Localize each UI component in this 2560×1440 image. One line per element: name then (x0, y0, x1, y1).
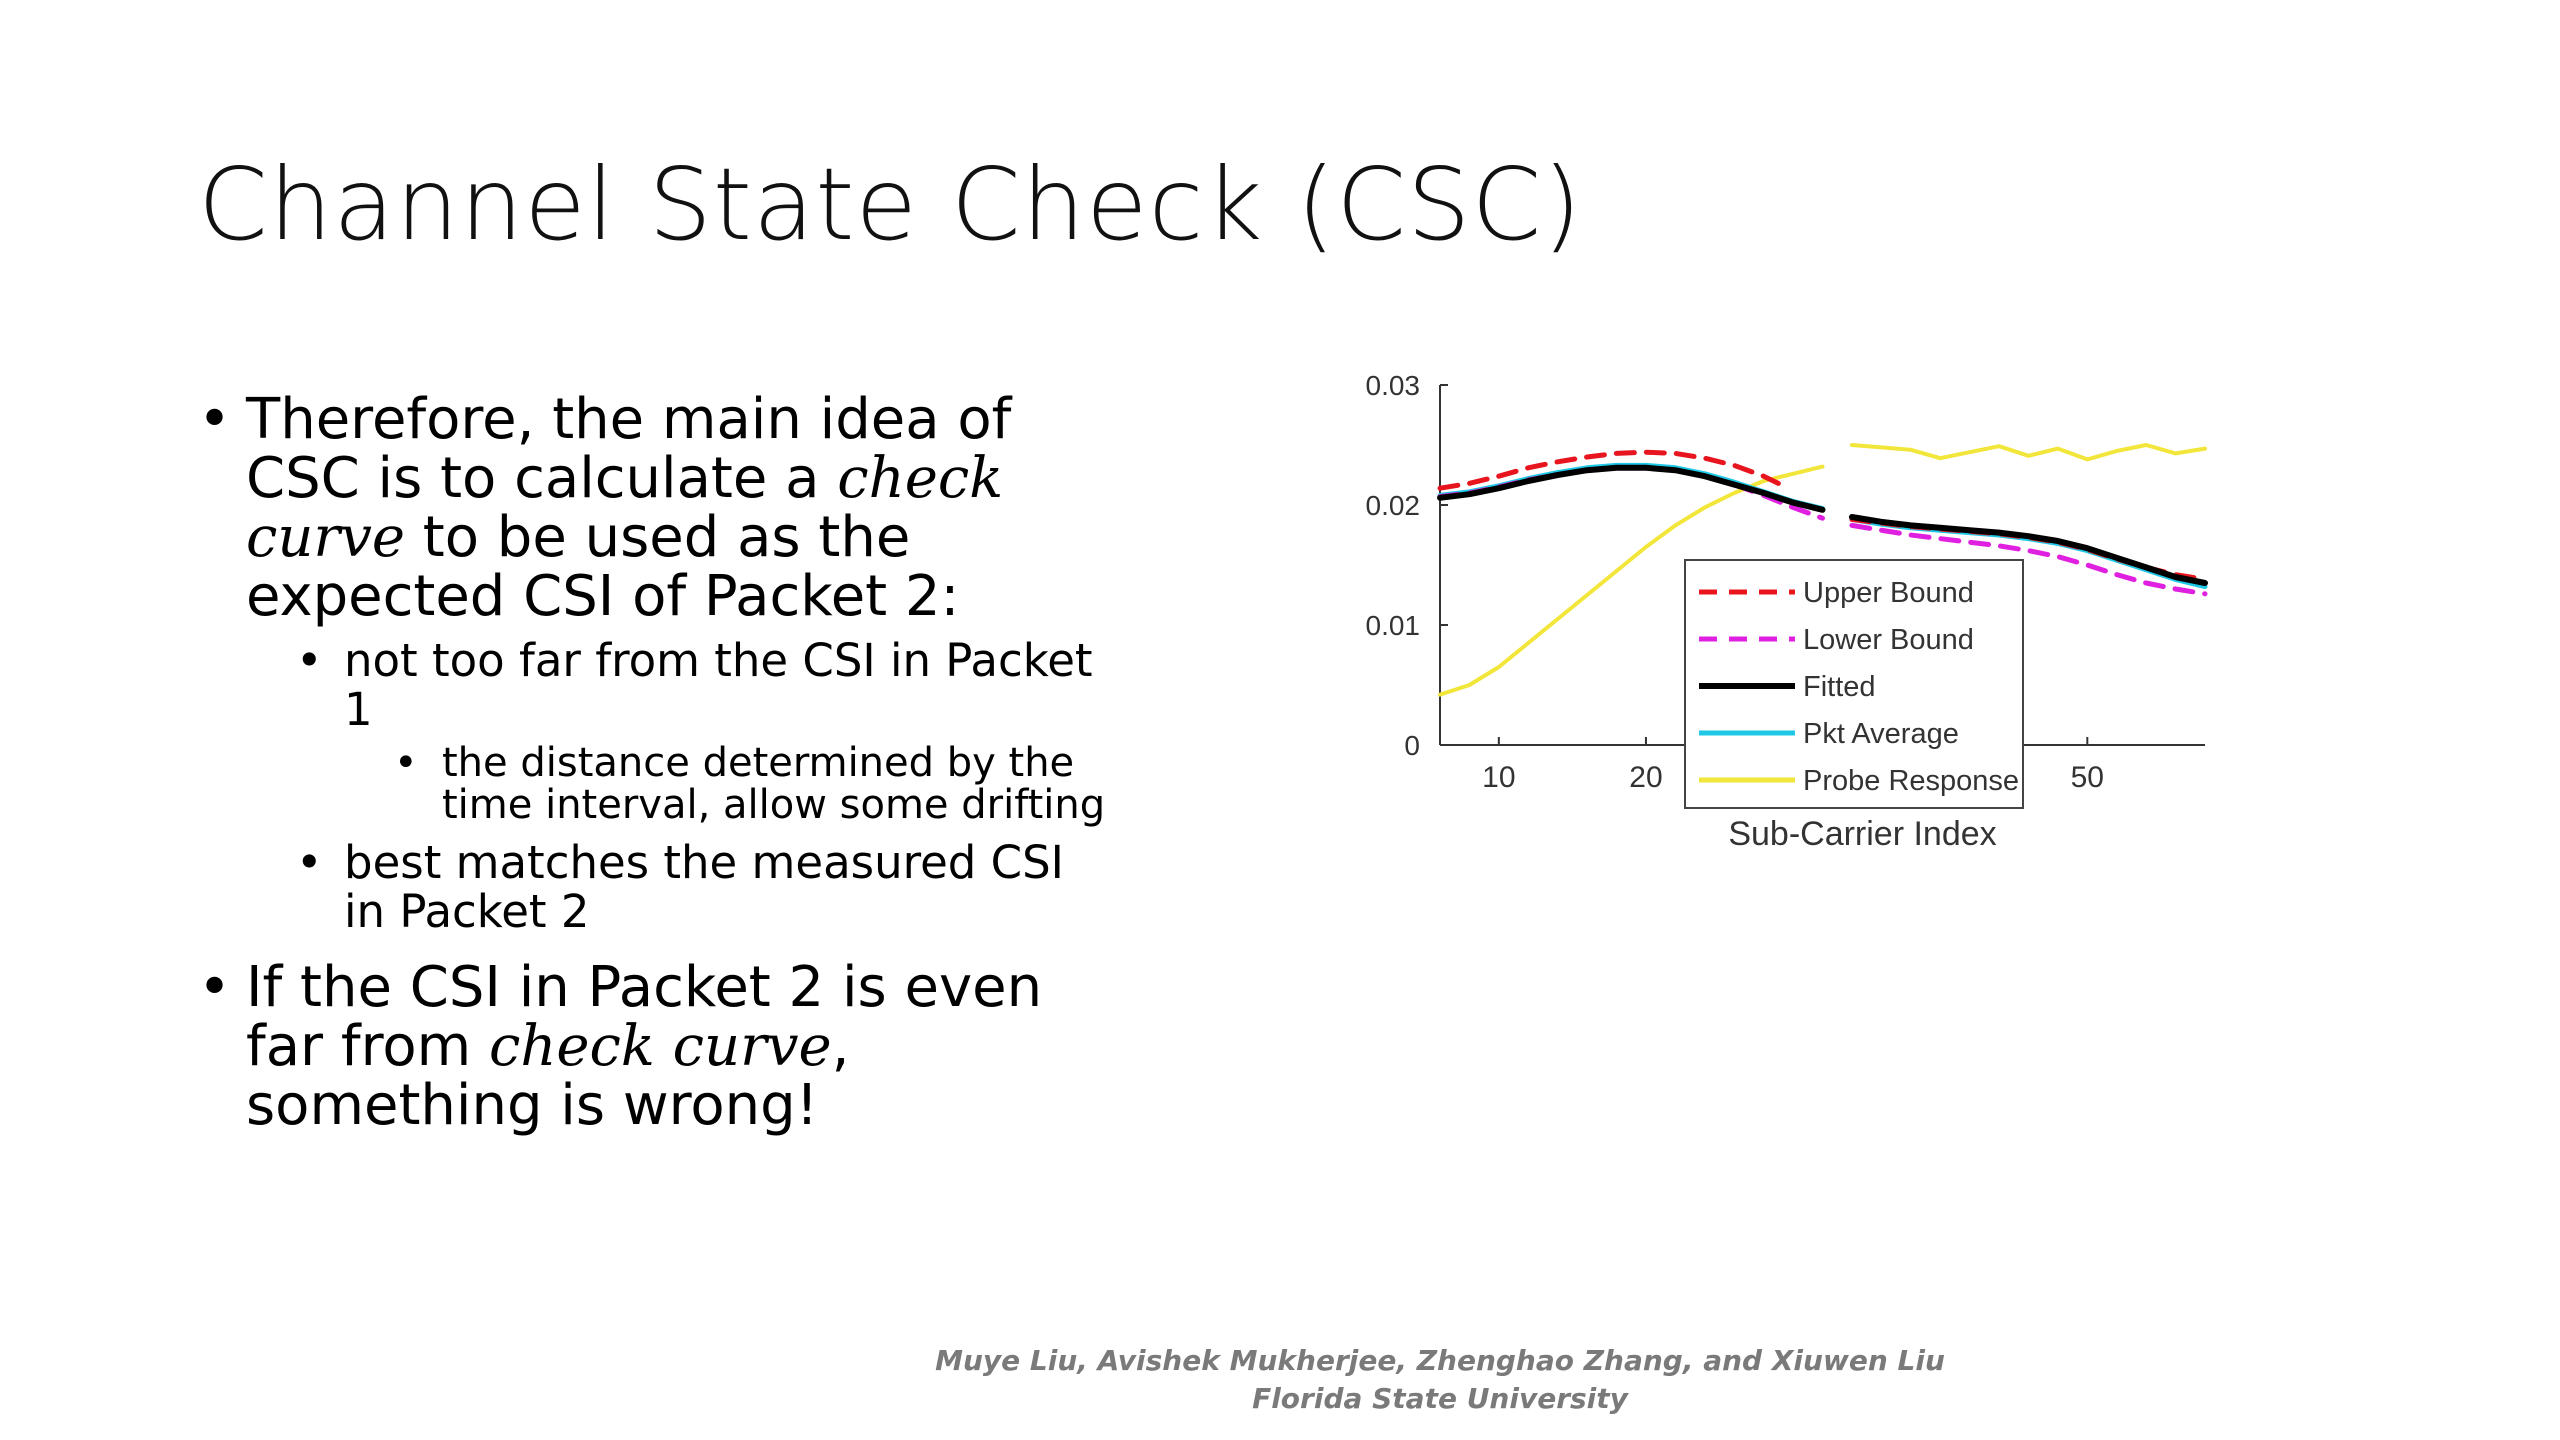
bullet-main-idea-text: Therefore, the main idea of CSC is to calculate a (246, 387, 1012, 511)
bullet-main-idea (198, 387, 1118, 938)
series-line-probe-response (1852, 445, 2205, 459)
legend-label: Fitted (1803, 671, 1876, 703)
y-tick-label: 0.02 (1365, 490, 1420, 521)
bullet-main-idea-tail: to be used as the expected CSI of Packet 2: (246, 505, 960, 629)
sub-sub-bullet-distance-text: the distance determined by the time interval, allow some drifting (442, 740, 1106, 828)
bullet-something-wrong-text: If the CSI in Packet 2 is even far from (246, 955, 1043, 1079)
sub-bullet-best-matches (296, 838, 1118, 936)
csi-chart-svg (1340, 360, 2240, 880)
series-line-fitted (1440, 468, 1823, 510)
legend-label: Probe Response (1803, 765, 2020, 797)
legend-label: Lower Bound (1803, 624, 1974, 656)
y-tick-label: 0 (1404, 730, 1420, 761)
legend-label: Pkt Average (1803, 718, 1959, 750)
x-axis-label: Sub-Carrier Index (1728, 815, 1997, 853)
legend-label: Upper Bound (1803, 577, 1974, 609)
check-curve-emphasis: check curve (246, 446, 1004, 570)
check-curve-emphasis-2: check curve (488, 1014, 832, 1079)
sub-sub-bullet-distance (394, 742, 1118, 826)
x-tick-label: 50 (2070, 761, 2104, 794)
csi-chart (1340, 360, 2240, 880)
sub-bullet-best-matches-text: best matches the measured CSI in Packet 2 (344, 836, 1064, 938)
bullet-list (198, 387, 1118, 1157)
bullet-something-wrong-tail: , something is wrong! (246, 1014, 850, 1138)
slide-title: Channel State Check (CSC) (198, 146, 1583, 263)
footer-authors: Muye Liu, Avishek Mukherjee, Zhenghao Zhang, and Xiuwen Liu (935, 1344, 1945, 1377)
x-tick-label: 10 (1482, 761, 1516, 794)
x-tick-label: 20 (1629, 761, 1663, 794)
y-tick-label: 0.03 (1365, 370, 1420, 401)
y-tick-label: 0.01 (1365, 610, 1420, 641)
sub-bullet-not-too-far-text: not too far from the CSI in Packet 1 (344, 634, 1093, 736)
sub-bullet-not-too-far (296, 636, 1118, 826)
bullet-something-wrong (198, 955, 1118, 1138)
footer-affiliation: Florida State University (1252, 1382, 1628, 1415)
